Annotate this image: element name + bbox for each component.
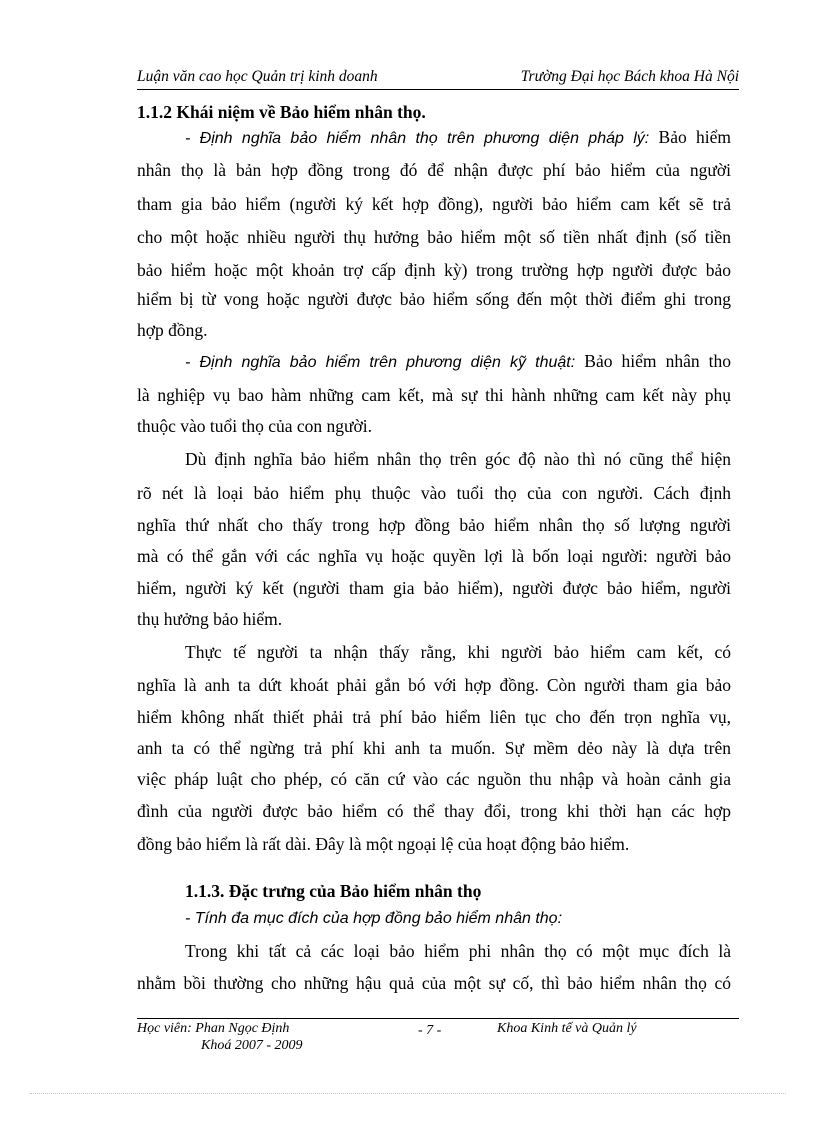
footer-faculty: Khoa Kinh tế và Quản lý xyxy=(497,1021,637,1036)
page-number: - 7 - xyxy=(418,1023,442,1038)
paragraph-line: cho một hoặc nhiều người thụ hưởng bảo hiểm một số tiền nhất định (số tiền xyxy=(137,227,731,247)
paragraph-line: hiểm không nhất thiết phải trả phí bảo hiểm liên tục cho đến trọn nghĩa vụ, xyxy=(137,707,731,727)
paragraph-line: mà có thể gắn với các nghĩa vụ hoặc quyền lợi là bốn loại người: người bảo xyxy=(137,546,731,566)
paragraph-line: thuộc vào tuổi thọ của con người. xyxy=(137,416,373,436)
paragraph-line: rõ nét là loại bảo hiểm phụ thuộc vào tuổi thọ của con người. Cách định xyxy=(137,483,731,503)
definition-text: Bảo hiểm xyxy=(658,127,732,147)
paragraph-line: tham gia bảo hiểm (người ký kết hợp đồng), người bảo hiểm cam kết sẽ trả xyxy=(137,194,731,214)
paragraph-line: đồng bảo hiểm là rất dài. Đây là một ngoại lệ của hoạt động bảo hiểm. xyxy=(137,834,630,854)
paragraph-line: nhân thọ là bản hợp đồng trong đó để nhận được phí bảo hiểm của người xyxy=(137,160,731,180)
paragraph-line: hiểm, người ký kết (người tham gia bảo hiểm), người được bảo hiểm, người xyxy=(137,578,731,598)
paragraph-line: anh ta có thể ngừng trả phí khi anh ta muốn. Sự mềm dẻo này là dựa trên xyxy=(137,738,731,758)
paragraph-line: Dù định nghĩa bảo hiểm nhân thọ trên góc độ nào thì nó cũng thể hiện xyxy=(185,449,731,469)
paragraph-line xyxy=(137,126,731,150)
subheading-text: - Tính đa mục đích của hợp đồng bảo hiểm nhân thọ: xyxy=(185,910,563,927)
definition-lead-technical: - Định nghĩa bảo hiểm trên phương diện kỹ thuật: xyxy=(185,354,576,371)
paragraph-line: nghĩa là anh ta dứt khoát phải gắn bó với hợp đồng. Còn người tham gia bảo xyxy=(137,675,731,695)
paragraph-line: đình của người được bảo hiểm có thể thay đổi, trong khi thời hạn các hợp xyxy=(137,801,731,821)
paragraph-line: nghĩa thứ nhất cho thấy trong hợp đồng bảo hiểm nhân thọ số lượng người xyxy=(137,515,731,535)
header-rule xyxy=(137,89,739,90)
paragraph-line: việc pháp luật cho phép, có căn cứ vào các nguồn thu nhập và hoàn cảnh gia xyxy=(137,769,731,789)
footer-rule xyxy=(137,1018,739,1019)
definition-text: Bảo hiểm nhân tho xyxy=(584,351,732,371)
paragraph-line: Trong khi tất cả các loại bảo hiểm phi nhân thọ có một mục đích là xyxy=(185,941,731,961)
paragraph-line: là nghiệp vụ bao hàm những cam kết, mà sự thi hành những cam kết này phụ xyxy=(137,385,731,405)
header-thesis-title: Luận văn cao học Quản trị kinh doanh xyxy=(137,68,378,85)
paragraph-line: hợp đồng. xyxy=(137,320,208,340)
paragraph-line: thụ hưởng bảo hiểm. xyxy=(137,609,283,629)
paragraph-line: hiểm bị từ vong hoặc người được bảo hiểm sống đến một thời điểm ghi trong xyxy=(137,289,731,309)
definition-lead-legal: - Định nghĩa bảo hiểm nhân thọ trên phương diện pháp lý: xyxy=(185,130,650,147)
paragraph-line: Thực tế người ta nhận thấy rằng, khi người bảo hiểm cam kết, có xyxy=(185,642,731,662)
subheading-multipurpose xyxy=(185,906,731,930)
paragraph-line: bảo hiểm hoặc một khoản trợ cấp định kỳ) trong trường hợp người được bảo xyxy=(137,260,731,280)
footer-student: Học viên: Phan Ngọc Định xyxy=(137,1021,290,1036)
section-heading-1-1-2: 1.1.2 Khái niệm về Bảo hiểm nhân thọ. xyxy=(137,102,426,122)
paragraph-line: nhằm bồi thường cho những hậu quả của một sự cố, thì bảo hiểm nhân thọ có xyxy=(137,973,731,993)
footer-course: Khoá 2007 - 2009 xyxy=(201,1038,303,1053)
page-header xyxy=(137,66,739,88)
paragraph-line xyxy=(137,350,731,374)
section-heading-1-1-3: 1.1.3. Đặc trưng của Bảo hiểm nhân thọ xyxy=(185,881,482,901)
header-university: Trường Đại học Bách khoa Hà Nội xyxy=(520,68,739,85)
page-bottom-divider xyxy=(30,1093,786,1094)
